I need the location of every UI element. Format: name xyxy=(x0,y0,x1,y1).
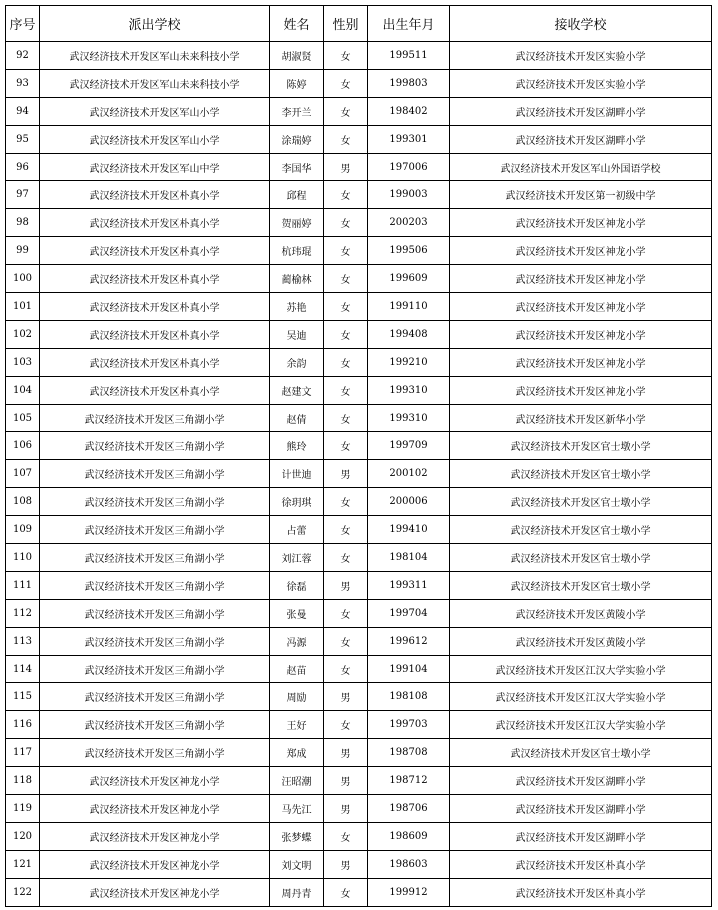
cell-gender: 女 xyxy=(324,599,368,627)
table-row xyxy=(6,795,712,823)
cell-name: 张曼 xyxy=(270,599,324,627)
cell-gender: 女 xyxy=(324,69,368,97)
cell-name: 涂瑞婷 xyxy=(270,125,324,153)
table-row xyxy=(6,125,712,153)
cell-from-school: 武汉经济技术开发区朴真小学 xyxy=(40,320,270,348)
cell-from-school: 武汉经济技术开发区神龙小学 xyxy=(40,822,270,850)
cell-to-school: 武汉经济技术开发区湖畔小学 xyxy=(450,795,712,823)
cell-gender: 女 xyxy=(324,404,368,432)
cell-num: 111 xyxy=(6,571,40,599)
header-from-school: 派出学校 xyxy=(40,6,270,42)
cell-birth: 199110 xyxy=(368,293,450,321)
cell-gender: 男 xyxy=(324,153,368,181)
cell-name: 郑成 xyxy=(270,739,324,767)
table-row xyxy=(6,320,712,348)
cell-num: 117 xyxy=(6,739,40,767)
cell-birth: 198712 xyxy=(368,767,450,795)
cell-num: 107 xyxy=(6,460,40,488)
cell-birth: 199310 xyxy=(368,376,450,404)
cell-name: 汪昭潮 xyxy=(270,767,324,795)
cell-to-school: 武汉经济技术开发区军山外国语学校 xyxy=(450,153,712,181)
cell-name: 赵建文 xyxy=(270,376,324,404)
header-to-school: 接收学校 xyxy=(450,6,712,42)
table-row xyxy=(6,376,712,404)
cell-name: 周励 xyxy=(270,683,324,711)
cell-name: 赵倩 xyxy=(270,404,324,432)
cell-to-school: 武汉经济技术开发区黄陵小学 xyxy=(450,599,712,627)
cell-from-school: 武汉经济技术开发区朴真小学 xyxy=(40,376,270,404)
cell-birth: 197006 xyxy=(368,153,450,181)
cell-num: 105 xyxy=(6,404,40,432)
cell-name: 陈婷 xyxy=(270,69,324,97)
cell-name: 李开兰 xyxy=(270,97,324,125)
cell-birth: 199408 xyxy=(368,320,450,348)
cell-gender: 男 xyxy=(324,683,368,711)
table-row xyxy=(6,683,712,711)
cell-to-school: 武汉经济技术开发区江汉大学实验小学 xyxy=(450,711,712,739)
table-row xyxy=(6,181,712,209)
cell-to-school: 武汉经济技术开发区神龙小学 xyxy=(450,237,712,265)
table-row xyxy=(6,293,712,321)
cell-birth: 199210 xyxy=(368,348,450,376)
header-name: 姓名 xyxy=(270,6,324,42)
cell-num: 118 xyxy=(6,767,40,795)
cell-to-school: 武汉经济技术开发区实验小学 xyxy=(450,42,712,70)
cell-name: 李国华 xyxy=(270,153,324,181)
cell-name: 蔺榆林 xyxy=(270,265,324,293)
cell-to-school: 武汉经济技术开发区湖畔小学 xyxy=(450,822,712,850)
cell-gender: 女 xyxy=(324,209,368,237)
cell-num: 92 xyxy=(6,42,40,70)
cell-gender: 女 xyxy=(324,655,368,683)
cell-name: 吴迪 xyxy=(270,320,324,348)
cell-num: 99 xyxy=(6,237,40,265)
cell-birth: 199703 xyxy=(368,711,450,739)
table-row xyxy=(6,488,712,516)
cell-from-school: 武汉经济技术开发区朴真小学 xyxy=(40,348,270,376)
cell-gender: 女 xyxy=(324,293,368,321)
table-row xyxy=(6,627,712,655)
cell-gender: 女 xyxy=(324,265,368,293)
cell-gender: 女 xyxy=(324,42,368,70)
cell-to-school: 武汉经济技术开发区朴真小学 xyxy=(450,878,712,906)
cell-num: 110 xyxy=(6,544,40,572)
cell-num: 100 xyxy=(6,265,40,293)
cell-to-school: 武汉经济技术开发区官士墩小学 xyxy=(450,460,712,488)
cell-from-school: 武汉经济技术开发区朴真小学 xyxy=(40,293,270,321)
cell-from-school: 武汉经济技术开发区朴真小学 xyxy=(40,237,270,265)
cell-from-school: 武汉经济技术开发区军山中学 xyxy=(40,153,270,181)
cell-num: 93 xyxy=(6,69,40,97)
cell-from-school: 武汉经济技术开发区三角湖小学 xyxy=(40,599,270,627)
cell-from-school: 武汉经济技术开发区神龙小学 xyxy=(40,767,270,795)
cell-num: 119 xyxy=(6,795,40,823)
cell-from-school: 武汉经济技术开发区三角湖小学 xyxy=(40,711,270,739)
cell-from-school: 武汉经济技术开发区神龙小学 xyxy=(40,878,270,906)
cell-birth: 199104 xyxy=(368,655,450,683)
cell-to-school: 武汉经济技术开发区江汉大学实验小学 xyxy=(450,683,712,711)
cell-to-school: 武汉经济技术开发区神龙小学 xyxy=(450,265,712,293)
cell-num: 122 xyxy=(6,878,40,906)
cell-num: 94 xyxy=(6,97,40,125)
cell-to-school: 武汉经济技术开发区官士墩小学 xyxy=(450,739,712,767)
table-row xyxy=(6,237,712,265)
cell-gender: 男 xyxy=(324,739,368,767)
table-row xyxy=(6,599,712,627)
cell-birth: 199311 xyxy=(368,571,450,599)
cell-num: 98 xyxy=(6,209,40,237)
cell-name: 赵苗 xyxy=(270,655,324,683)
cell-birth: 198706 xyxy=(368,795,450,823)
cell-num: 109 xyxy=(6,516,40,544)
cell-num: 115 xyxy=(6,683,40,711)
cell-name: 周丹青 xyxy=(270,878,324,906)
cell-birth: 199912 xyxy=(368,878,450,906)
cell-birth: 199301 xyxy=(368,125,450,153)
cell-from-school: 武汉经济技术开发区三角湖小学 xyxy=(40,516,270,544)
cell-num: 113 xyxy=(6,627,40,655)
table-row xyxy=(6,97,712,125)
header-gender: 性别 xyxy=(324,6,368,42)
table-row xyxy=(6,265,712,293)
cell-num: 114 xyxy=(6,655,40,683)
cell-birth: 198609 xyxy=(368,822,450,850)
cell-birth: 200203 xyxy=(368,209,450,237)
table-row xyxy=(6,655,712,683)
cell-num: 116 xyxy=(6,711,40,739)
cell-name: 马先江 xyxy=(270,795,324,823)
cell-to-school: 武汉经济技术开发区朴真小学 xyxy=(450,850,712,878)
cell-birth: 199704 xyxy=(368,599,450,627)
cell-num: 103 xyxy=(6,348,40,376)
cell-to-school: 武汉经济技术开发区神龙小学 xyxy=(450,376,712,404)
cell-name: 占蕾 xyxy=(270,516,324,544)
table-row xyxy=(6,850,712,878)
cell-to-school: 武汉经济技术开发区第一初级中学 xyxy=(450,181,712,209)
cell-gender: 女 xyxy=(324,181,368,209)
cell-from-school: 武汉经济技术开发区朴真小学 xyxy=(40,181,270,209)
cell-name: 王好 xyxy=(270,711,324,739)
cell-gender: 女 xyxy=(324,627,368,655)
cell-gender: 女 xyxy=(324,488,368,516)
cell-from-school: 武汉经济技术开发区朴真小学 xyxy=(40,209,270,237)
cell-from-school: 武汉经济技术开发区三角湖小学 xyxy=(40,627,270,655)
cell-to-school: 武汉经济技术开发区官士墩小学 xyxy=(450,432,712,460)
table-header-row xyxy=(6,6,712,42)
table-row xyxy=(6,571,712,599)
cell-num: 104 xyxy=(6,376,40,404)
cell-from-school: 武汉经济技术开发区三角湖小学 xyxy=(40,739,270,767)
table-body xyxy=(6,42,712,907)
table-row xyxy=(6,432,712,460)
table-row xyxy=(6,767,712,795)
header-birth: 出生年月 xyxy=(368,6,450,42)
cell-gender: 男 xyxy=(324,767,368,795)
cell-birth: 199506 xyxy=(368,237,450,265)
cell-gender: 女 xyxy=(324,516,368,544)
cell-from-school: 武汉经济技术开发区三角湖小学 xyxy=(40,655,270,683)
cell-birth: 199803 xyxy=(368,69,450,97)
cell-from-school: 武汉经济技术开发区军山小学 xyxy=(40,125,270,153)
cell-to-school: 武汉经济技术开发区官士墩小学 xyxy=(450,488,712,516)
table-row xyxy=(6,42,712,70)
cell-gender: 女 xyxy=(324,822,368,850)
cell-gender: 女 xyxy=(324,544,368,572)
cell-birth: 198402 xyxy=(368,97,450,125)
cell-from-school: 武汉经济技术开发区三角湖小学 xyxy=(40,404,270,432)
cell-from-school: 武汉经济技术开发区军山未来科技小学 xyxy=(40,69,270,97)
cell-name: 刘江蓉 xyxy=(270,544,324,572)
cell-num: 102 xyxy=(6,320,40,348)
cell-from-school: 武汉经济技术开发区军山未来科技小学 xyxy=(40,42,270,70)
cell-birth: 199511 xyxy=(368,42,450,70)
cell-birth: 199003 xyxy=(368,181,450,209)
cell-gender: 男 xyxy=(324,571,368,599)
table-row xyxy=(6,878,712,906)
cell-from-school: 武汉经济技术开发区军山小学 xyxy=(40,97,270,125)
table-row xyxy=(6,69,712,97)
cell-name: 杭玮琨 xyxy=(270,237,324,265)
cell-num: 112 xyxy=(6,599,40,627)
table-row xyxy=(6,348,712,376)
cell-num: 101 xyxy=(6,293,40,321)
cell-from-school: 武汉经济技术开发区三角湖小学 xyxy=(40,544,270,572)
cell-gender: 女 xyxy=(324,237,368,265)
cell-gender: 女 xyxy=(324,878,368,906)
cell-name: 贺丽婷 xyxy=(270,209,324,237)
cell-gender: 男 xyxy=(324,460,368,488)
cell-from-school: 武汉经济技术开发区三角湖小学 xyxy=(40,571,270,599)
cell-name: 张梦蝶 xyxy=(270,822,324,850)
table-row xyxy=(6,404,712,432)
cell-name: 余韵 xyxy=(270,348,324,376)
cell-birth: 199310 xyxy=(368,404,450,432)
cell-name: 苏艳 xyxy=(270,293,324,321)
cell-to-school: 武汉经济技术开发区湖畔小学 xyxy=(450,125,712,153)
table-row xyxy=(6,544,712,572)
cell-from-school: 武汉经济技术开发区神龙小学 xyxy=(40,850,270,878)
cell-gender: 女 xyxy=(324,97,368,125)
cell-to-school: 武汉经济技术开发区官士墩小学 xyxy=(450,571,712,599)
cell-num: 120 xyxy=(6,822,40,850)
cell-birth: 198108 xyxy=(368,683,450,711)
cell-to-school: 武汉经济技术开发区神龙小学 xyxy=(450,293,712,321)
cell-to-school: 武汉经济技术开发区湖畔小学 xyxy=(450,767,712,795)
cell-birth: 199609 xyxy=(368,265,450,293)
cell-num: 106 xyxy=(6,432,40,460)
cell-to-school: 武汉经济技术开发区湖畔小学 xyxy=(450,97,712,125)
cell-gender: 女 xyxy=(324,432,368,460)
cell-from-school: 武汉经济技术开发区三角湖小学 xyxy=(40,432,270,460)
cell-gender: 女 xyxy=(324,711,368,739)
cell-name: 胡淑贤 xyxy=(270,42,324,70)
cell-name: 邱程 xyxy=(270,181,324,209)
cell-birth: 199410 xyxy=(368,516,450,544)
cell-name: 熊玲 xyxy=(270,432,324,460)
cell-name: 刘文明 xyxy=(270,850,324,878)
cell-to-school: 武汉经济技术开发区神龙小学 xyxy=(450,348,712,376)
cell-num: 121 xyxy=(6,850,40,878)
table-row xyxy=(6,209,712,237)
cell-to-school: 武汉经济技术开发区新华小学 xyxy=(450,404,712,432)
cell-to-school: 武汉经济技术开发区黄陵小学 xyxy=(450,627,712,655)
table-row xyxy=(6,516,712,544)
cell-num: 108 xyxy=(6,488,40,516)
cell-to-school: 武汉经济技术开发区江汉大学实验小学 xyxy=(450,655,712,683)
cell-to-school: 武汉经济技术开发区神龙小学 xyxy=(450,209,712,237)
cell-birth: 198708 xyxy=(368,739,450,767)
cell-gender: 男 xyxy=(324,850,368,878)
table-row xyxy=(6,153,712,181)
table-row xyxy=(6,739,712,767)
cell-num: 95 xyxy=(6,125,40,153)
table-row xyxy=(6,711,712,739)
cell-birth: 198603 xyxy=(368,850,450,878)
cell-to-school: 武汉经济技术开发区实验小学 xyxy=(450,69,712,97)
cell-birth: 198104 xyxy=(368,544,450,572)
cell-from-school: 武汉经济技术开发区朴真小学 xyxy=(40,265,270,293)
cell-birth: 200102 xyxy=(368,460,450,488)
table-row xyxy=(6,822,712,850)
cell-gender: 女 xyxy=(324,348,368,376)
cell-birth: 199709 xyxy=(368,432,450,460)
cell-from-school: 武汉经济技术开发区神龙小学 xyxy=(40,795,270,823)
cell-from-school: 武汉经济技术开发区三角湖小学 xyxy=(40,488,270,516)
cell-name: 冯源 xyxy=(270,627,324,655)
cell-birth: 199612 xyxy=(368,627,450,655)
cell-name: 徐磊 xyxy=(270,571,324,599)
cell-num: 96 xyxy=(6,153,40,181)
cell-to-school: 武汉经济技术开发区官士墩小学 xyxy=(450,544,712,572)
cell-to-school: 武汉经济技术开发区神龙小学 xyxy=(450,320,712,348)
cell-gender: 女 xyxy=(324,125,368,153)
header-num: 序号 xyxy=(6,6,40,42)
cell-gender: 女 xyxy=(324,320,368,348)
cell-gender: 女 xyxy=(324,376,368,404)
cell-name: 徐玥琪 xyxy=(270,488,324,516)
cell-to-school: 武汉经济技术开发区官士墩小学 xyxy=(450,516,712,544)
table-row xyxy=(6,460,712,488)
cell-num: 97 xyxy=(6,181,40,209)
cell-birth: 200006 xyxy=(368,488,450,516)
cell-from-school: 武汉经济技术开发区三角湖小学 xyxy=(40,460,270,488)
transfer-roster-table xyxy=(5,5,712,907)
cell-name: 计世迪 xyxy=(270,460,324,488)
cell-gender: 男 xyxy=(324,795,368,823)
cell-from-school: 武汉经济技术开发区三角湖小学 xyxy=(40,683,270,711)
